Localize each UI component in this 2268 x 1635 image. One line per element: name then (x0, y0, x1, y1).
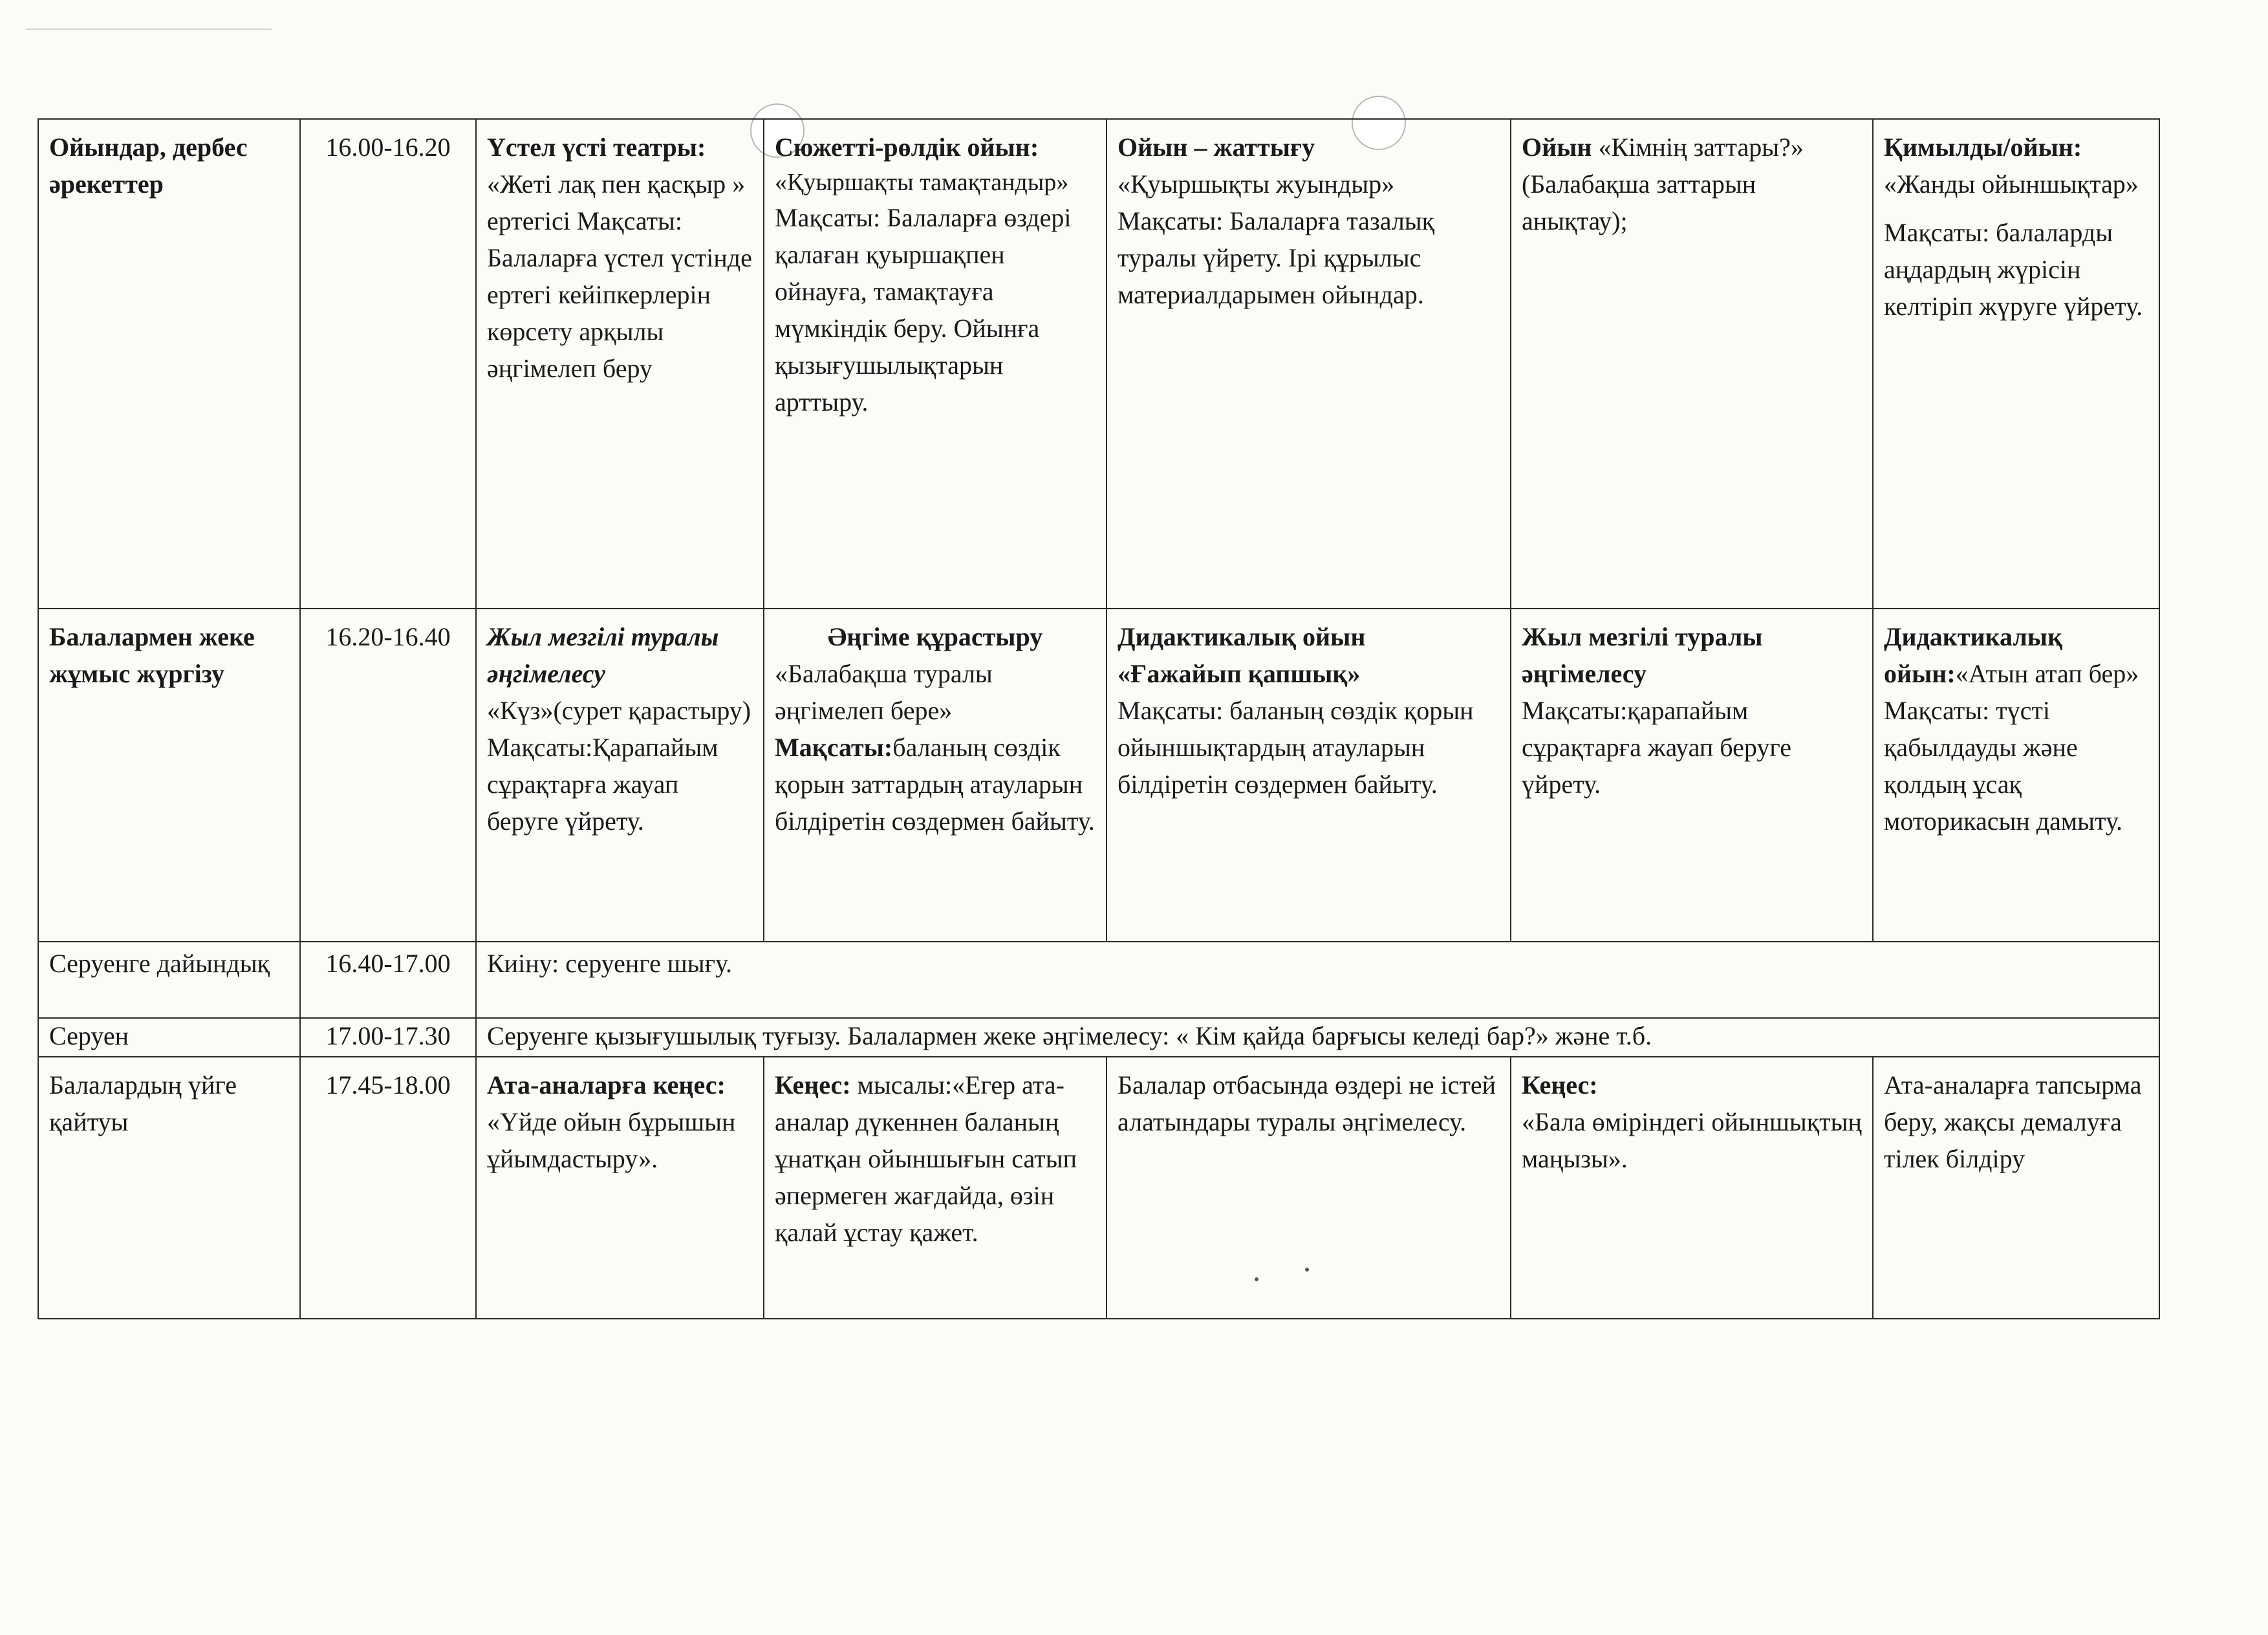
time-label: 17.45-18.00 (325, 1070, 451, 1099)
cell-text: «Балабақша туралы әңгімелеп бере» (775, 659, 993, 725)
time-label: 16.20-16.40 (325, 622, 451, 651)
time-cell (300, 1018, 476, 1057)
time-label: 16.00-16.20 (325, 133, 451, 162)
cell-text: мысалы:«Егер ата-аналар дүкеннен баланың ұнатқан ойыншығын сатып әпермеген жағдайда, өзін қалай ұстау қажет. (775, 1070, 1077, 1247)
cell-text: «Бала өміріндегі ойыншықтың маңызы». (1522, 1107, 1862, 1173)
day-cell (764, 119, 1107, 609)
cell-text: «Күз»(сурет қарастыру) Мақсаты:Қарапайым сұрақтарға жауап беруге үйрету. (487, 696, 751, 836)
cell-title: Дидактикалық ойын: (1884, 622, 2063, 688)
cell-text: «Жанды ойыншықтар» (1884, 169, 2139, 199)
activity-cell (38, 1018, 300, 1057)
cell-text: Мақсаты: түсті қабылдауды және қолдың ұсақ моторикасын дамыту. (1884, 696, 2123, 836)
time-label: 17.00-17.30 (325, 1021, 451, 1050)
cell-title: Дидактикалық ойын (1118, 622, 1366, 651)
cell-title: Қимылды/ойын: (1884, 133, 2082, 162)
table-row (38, 609, 2159, 942)
time-cell (300, 1057, 476, 1319)
cell-text: Мақсаты: баланың сөздік қорын ойыншықтардың атауларын білдіретін сөздермен байыту. (1118, 696, 1474, 799)
day-cell (1511, 119, 1873, 609)
cell-title: Үстел үсті театры: (487, 133, 706, 162)
cell-title: Жыл мезгілі туралы әңгімелесу (1522, 622, 1763, 688)
page-top-rule (26, 28, 272, 30)
table-row (38, 119, 2159, 609)
time-cell (300, 942, 476, 1018)
cell-text: баланың сөздік қорын заттардың атауларын білдіретін сөздермен байыту. (775, 733, 1095, 836)
cell-label: Кеңес: (775, 1070, 851, 1099)
table-row (38, 1057, 2159, 1319)
day-cell (1873, 1057, 2159, 1319)
day-cell (476, 1057, 764, 1319)
table-row (38, 1018, 2159, 1057)
table-row (38, 942, 2159, 1018)
cell-text: «Атын атап бер» (1955, 659, 2139, 688)
activity-cell (38, 942, 300, 1018)
cell-subtitle: «Ғажайып қапшық» (1118, 659, 1361, 688)
activity-label: Ойындар, дербес әрекеттер (49, 133, 248, 199)
cell-title: Сюжетті-рөлдік ойын: (775, 133, 1039, 162)
merged-cell (476, 942, 2159, 1018)
day-cell (764, 1057, 1107, 1319)
time-cell (300, 119, 476, 609)
cell-text: «Жеті лақ пен қасқыр » ертегісі Мақсаты: Балаларға үстел үстінде ертегі кейіпкерлерін көрсету арқылы әңгімелеп беру (487, 169, 752, 383)
cell-title: Ойын – жаттығу (1118, 133, 1315, 162)
day-cell (1511, 609, 1873, 942)
cell-title: Кеңес: (1522, 1070, 1598, 1099)
day-cell (764, 609, 1107, 942)
cell-title: Ата-аналарға кеңес: (487, 1070, 726, 1099)
cell-text: «Кімнің заттары?» (Балабақша заттарын анықтау); (1522, 133, 1804, 235)
cell-text: «Қуыршықты жуындыр» Мақсаты: Балаларға тазалық туралы үйрету. Ірі құрылыс материалдарымен ойындар. (1118, 169, 1435, 309)
day-cell (1107, 609, 1511, 942)
cell-text: Мақсаты:қарапайым сұрақтарға жауап беруге үйрету. (1522, 696, 1791, 799)
cell-text: Мақсаты: балаларды аңдардың жүрісін келтіріп жүруге үйрету. (1884, 218, 2143, 321)
day-cell (1107, 1057, 1511, 1319)
cell-title: Әңгіме құрастыру (827, 622, 1043, 651)
merged-cell (476, 1018, 2159, 1057)
activity-cell (38, 1057, 300, 1319)
day-cell (476, 609, 764, 942)
cell-subtitle: «Қуыршақты тамақтандыр» (775, 169, 1069, 196)
cell-text: Мақсаты: Балаларға өздері қалаған қуыршақпен ойнауға, тамақтауға мүмкіндік беру. Ойынға қызығушылықтарын арттыру. (775, 203, 1072, 417)
activity-label: Балалардың үйге қайтуы (49, 1070, 237, 1136)
cell-title: Жыл мезгілі туралы әңгімелесу (487, 622, 719, 688)
cell-text: Ата-аналарға тапсырма беру, жақсы демалуға тілек білдіру (1884, 1070, 2142, 1173)
activity-label: Балалармен жеке жұмыс жүргізу (49, 622, 255, 688)
cell-label: Мақсаты: (775, 733, 893, 762)
cell-title: Ойын (1522, 133, 1592, 162)
day-cell (1873, 609, 2159, 942)
cell-text: Серуенге қызығушылық туғызу. Балалармен жеке әңгімелесу: « Кім қайда барғысы келеді бар?» және т.б. (487, 1021, 1652, 1050)
day-cell (476, 119, 764, 609)
day-cell (1511, 1057, 1873, 1319)
daily-schedule-table (38, 118, 2160, 1319)
activity-label: Серуенге дайындық (49, 949, 270, 978)
time-label: 16.40-17.00 (325, 949, 451, 978)
cell-text: «Үйде ойын бұрышын ұйымдастыру». (487, 1107, 736, 1173)
activity-label: Серуен (49, 1021, 129, 1050)
day-cell (1107, 119, 1511, 609)
activity-cell (38, 609, 300, 942)
cell-text: Киіну: серуенге шығу. (487, 949, 733, 978)
day-cell (1873, 119, 2159, 609)
activity-cell (38, 119, 300, 609)
cell-text: Балалар отбасында өздері не істей алатындары туралы әңгімелесу. (1118, 1070, 1496, 1136)
time-cell (300, 609, 476, 942)
